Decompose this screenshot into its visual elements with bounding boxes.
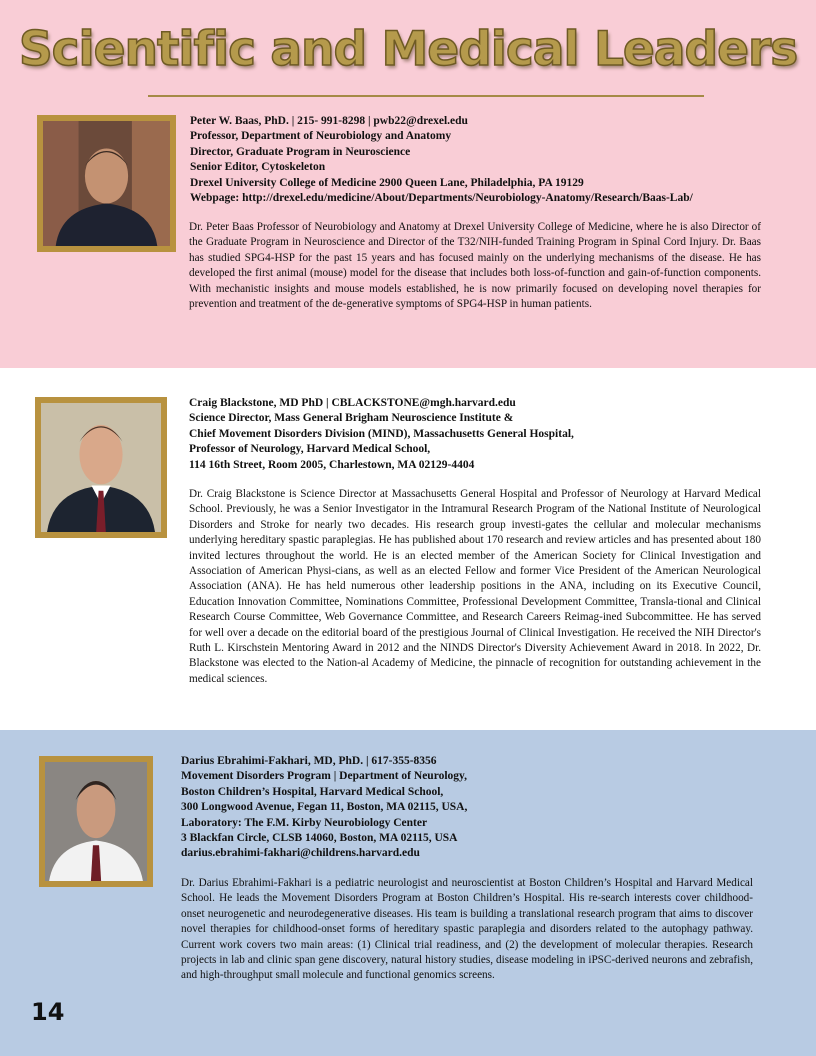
leader-email-link[interactable]: darius.ebrahimi-fakhari@childrens.harvard.edu [181,847,420,860]
leader-address-line: Drexel University College of Medicine 2900 Queen Lane, Philadelphia, PA 19129 [190,176,584,189]
leader-title-line: Senior Editor, Cytoskeleton [190,161,326,174]
title-divider [148,95,704,97]
leader-title-line: Movement Disorders Program | Department of Neurology, [181,770,468,783]
page-number: 14 [31,998,65,1026]
leader-title-line: Director, Graduate Program in Neuroscience [190,145,411,158]
leader-header-baas [190,114,693,206]
portrait-blackstone [35,397,167,538]
leader-bio-baas: Dr. Peter Baas Professor of Neurobiology and Anatomy at Drexel University College of Medicine, where he is also Director of the Graduate Program in Neuroscience and Director of the T32/NIH-funded Training Program in Spinal Cord Injury. Dr. Baas has studied SPG4-HSP for the past 15 years and has focused mainly on the underlying mechanisms of the disease. He has developed the first animal (mouse) model for the disease that includes both loss-of-function and gain-of-function components. With mechanistic insights and mouse models established, he is now primarily focused on developing novel therapies for prevention and treatment of the de-generative symptoms of SPG4-HSP in human patients. [189,221,761,311]
page-title: Scientific and Medical Leaders [18,22,798,77]
leader-name-contact: Darius Ebrahimi-Fakhari, MD, PhD. | 617-355-8356 [181,755,437,767]
leader-address-line: 300 Longwood Avenue, Fegan 11, Boston, MA 02115, USA, [181,801,468,814]
leader-title-line: Professor of Neurology, Harvard Medical School, [189,443,431,456]
leader-title-line: Laboratory: The F.M. Kirby Neurobiology Center [181,816,428,829]
leader-header-ebrahimi-fakhari [181,754,467,862]
leader-title-line: Science Director, Mass General Brigham Neuroscience Institute & [189,412,514,425]
leader-title-line: Boston Children’s Hospital, Harvard Medical School, [181,785,444,798]
leader-address-line: 3 Blackfan Circle, CLSB 14060, Boston, MA 02115, USA [181,832,458,845]
leader-address-line: 114 16th Street, Room 2005, Charlestown, MA 02129-4404 [189,458,475,471]
leader-name-contact: Craig Blackstone, MD PhD | CBLACKSTONE@mgh.harvard.edu [189,397,516,409]
portrait-baas [37,115,176,252]
leader-title-line: Professor, Department of Neurobiology and Anatomy [190,130,452,143]
leader-bio-ebrahimi-fakhari: Dr. Darius Ebrahimi-Fakhari is a pediatric neurologist and neuroscientist at Boston Children’s Hospital and Harvard Medical School. He leads the Movement Disorders Program at Boston Children’s Hospital. His re-search interests cover childhood-onset neurogenetic and neurodegenerative diseases. His team is building a translational research program that aims to discover novel therapies for childhood-onset forms of hereditary spastic paraplegia and disorders related to the autophagy pathway. Current work covers two main areas: (1) Clinical trial readiness, and (2) the development of molecular therapies. Research projects in lab and clinic span gene discovery, natural history studies, disease modeling in iPSC-derived neurons and zebrafish, and high-throughput small molecule and functional genomics screens. [181,877,753,982]
leader-title-line: Chief Movement Disorders Division (MIND), Massachusetts General Hospital, [189,427,574,440]
leader-webpage-link[interactable]: Webpage: http://drexel.edu/medicine/About/Departments/Neurobiology-Anatomy/Research/Baas-Lab/ [190,192,693,205]
leader-header-blackstone [189,396,574,473]
leader-name-contact: Peter W. Baas, PhD. | 215- 991-8298 | pwb22@drexel.edu [190,115,468,127]
portrait-ebrahimi-fakhari [39,756,153,887]
leader-bio-blackstone: Dr. Craig Blackstone is Science Director at Massachusetts General Hospital and Professor of Neurology at Harvard Medical School. Previously, he was a Senior Investigator in the Intramural Research Program of the National Institute of Neurological Disorders and Stroke for nearly two decades. His research group investi-gates the cellular and molecular mechanisms underlying hereditary spastic paraplegias. He has published about 170 research and review articles and has presented about 180 invited lectures throughout the world. He is an elected member of the American Society for Clinical Investigation and Association of American Physi-cians, as well as an elected Fellow and former Vice President of the American Neurological Association (ANA). He has held numerous other leadership positions in the ANA, including on its Executive Council, Education Innovation Committee, Nominations Committee, Professional Development Committee, Transla-tional and Clinical Research Course Committee, Web Governance Committee, and Research Careers Reimag-ined Subcommittee. He has served for well over a decade on the editorial board of the prestigious Journal of Clinical Investigation. He received the NIH Director's Ruth L. Kirschstein Mentoring Award in 2012 and the NINDS Director's Diversity Achievement Award in 2018. In 2022, Dr. Blackstone was elected to the Nation-al Academy of Medicine, the pinnacle of recognition for outstanding achievement in the medical sciences. [189,488,761,685]
